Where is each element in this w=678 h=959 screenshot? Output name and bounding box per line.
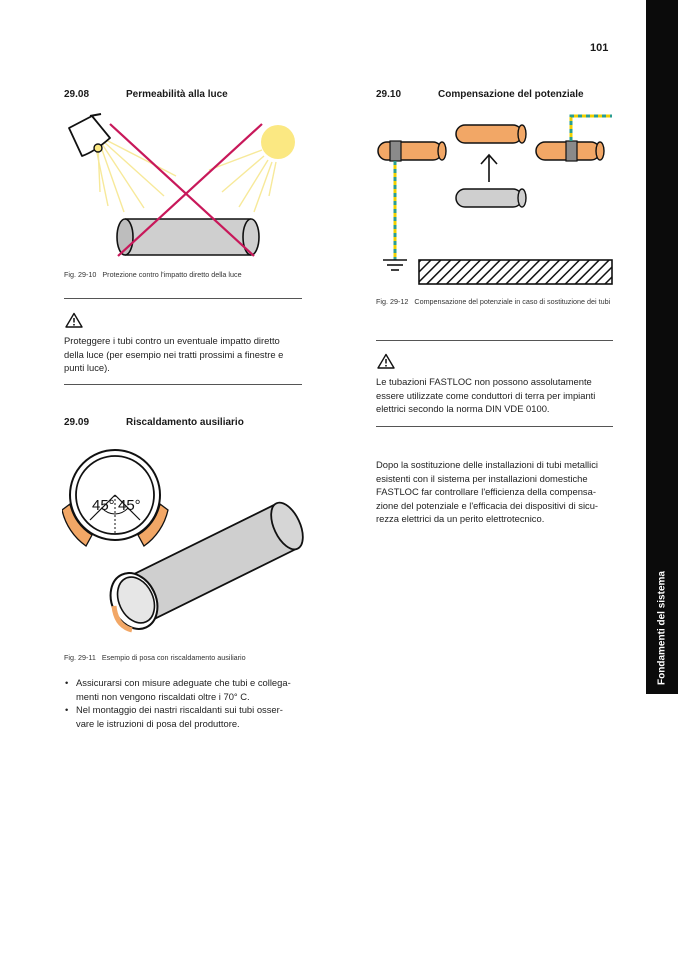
figure-potential-equalization <box>372 110 618 290</box>
paragraph-2910: Dopo la sostituzione delle installazioni di tubi metallici esistenti con il sistema per installazioni domestiche FASTLOC far controllare l'efficienza della compensa-zione del potenziale e l'efficacia dei dispositivi di sicu-rezza elettrici da un perito elettrotecnico. <box>376 459 599 525</box>
figure-caption-2911 <box>64 652 314 663</box>
list-item: • Assicurarsi con misure adeguate che tubi e collega-menti non vengono riscaldati oltre i 70° C. <box>64 676 300 703</box>
lamp-icon <box>69 114 176 212</box>
section-number-2910: 29.10 <box>376 89 402 100</box>
figure-heating-tape <box>62 440 312 640</box>
figure-caption-text: Esempio di posa con riscaldamento ausiliario <box>101 653 246 662</box>
section-number-2909: 29.09 <box>64 417 90 428</box>
ground-symbol-icon <box>383 260 407 270</box>
side-tab <box>646 0 678 694</box>
figure-label: Fig. 29-12 <box>376 297 409 306</box>
figure-caption-text: Protezione contro l'impatto diretto della luce <box>102 270 242 279</box>
sun-icon <box>209 125 295 212</box>
side-tab-label: Fondamenti del sistema <box>656 571 668 685</box>
ground-wire-right <box>571 116 612 141</box>
pipe-right <box>536 141 604 161</box>
arrow-up-icon <box>481 155 497 182</box>
list-item: • Nel montaggio dei nastri riscaldanti sui tubi osser-vare le istruzioni di posa del produttore. <box>64 703 300 730</box>
warning-text-2910: Le tubazioni FASTLOC non possono assolutamente essere utilizzate come conduttori di terra per impianti elettrici secondo la norma DIN VDE 0100. <box>376 376 596 415</box>
warning-text-2908: Proteggere i tubi contro un eventuale impatto diretto della luce (per esempio nei tratti prossimi a finestre e punti luce). <box>64 335 284 374</box>
bullet-list-2909 <box>64 676 300 730</box>
pipe-old <box>456 189 526 207</box>
figure-light-protection <box>64 112 309 264</box>
section-number-2908: 29.08 <box>64 89 90 100</box>
page-number: 101 <box>590 42 609 54</box>
section-title-2908: Permeabilità alla luce <box>126 89 228 100</box>
pipe-left <box>378 141 446 161</box>
divider <box>376 426 613 427</box>
warning-icon <box>65 312 83 328</box>
divider <box>64 384 302 385</box>
figure-label: Fig. 29-11 <box>64 653 96 662</box>
figure-label: Fig. 29-10 <box>64 270 97 279</box>
earth-bar <box>419 260 612 284</box>
divider <box>376 340 613 341</box>
section-title-2909: Riscaldamento ausiliario <box>126 417 244 428</box>
angle-left-label: 45° <box>92 497 115 514</box>
angle-right-label: 45° <box>118 497 141 514</box>
section-title-2910: Compensazione del potenziale <box>438 89 584 100</box>
warning-icon <box>377 353 395 369</box>
pipe-new <box>456 125 526 143</box>
figure-caption-2912 <box>376 296 616 307</box>
pipe-cross-section <box>62 450 168 546</box>
figure-caption-text: Compensazione del potenziale in caso di sostituzione dei tubi <box>414 297 611 306</box>
figure-caption-2910 <box>64 269 314 280</box>
divider <box>64 298 302 299</box>
